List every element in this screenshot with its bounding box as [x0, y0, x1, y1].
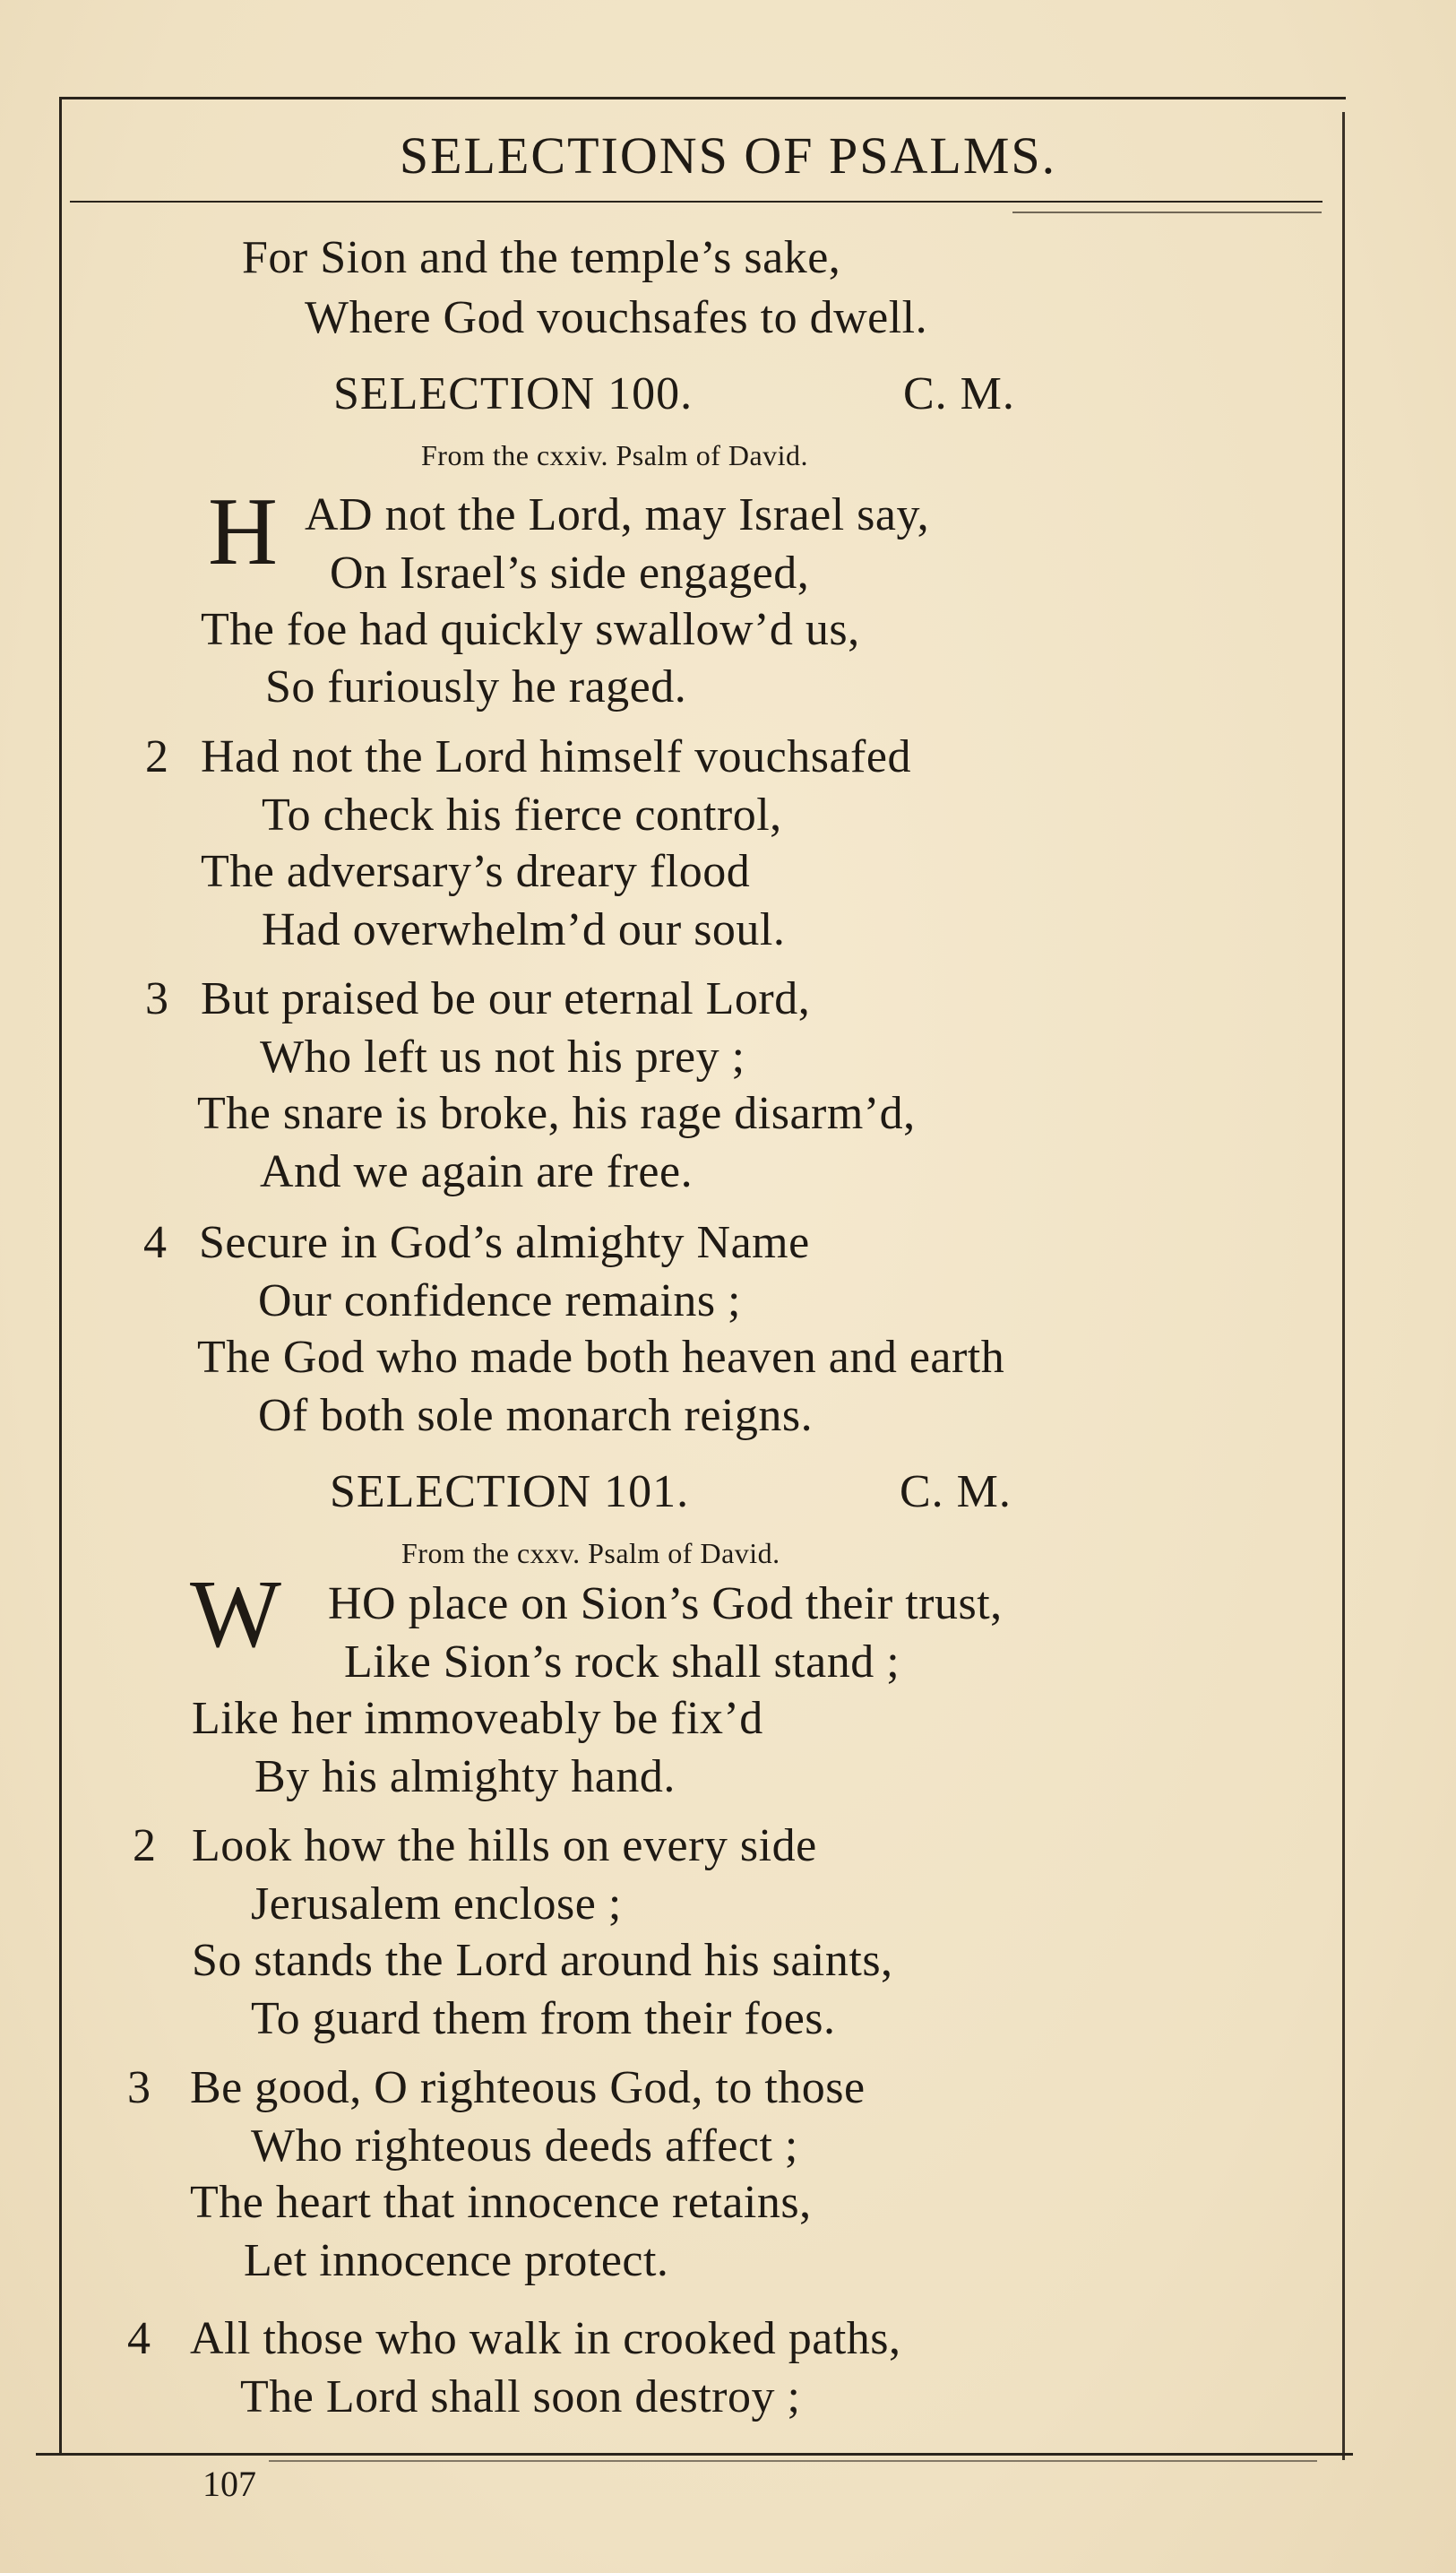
drop-cap-h: H — [208, 479, 278, 585]
header-rule-secondary — [1012, 212, 1322, 213]
s101-v2-line-4: To guard them from their foes. — [251, 1993, 836, 2044]
s101-v3-line-4: Let innocence protect. — [244, 2235, 669, 2286]
s100-v4-line-2: Our confidence remains ; — [258, 1275, 742, 1326]
s100-verse-3-number: 3 — [145, 973, 168, 1024]
s101-line-1: HO place on Sion’s God their trust, — [328, 1578, 1003, 1629]
s101-v3-line-3: The heart that innocence retains, — [190, 2177, 812, 2228]
s101-verse-3-number: 3 — [127, 2062, 151, 2113]
s101-verse-4-number: 4 — [127, 2313, 151, 2364]
page-title: SELECTIONS OF PSALMS. — [399, 126, 1057, 185]
s100-verse-4-number: 4 — [143, 1217, 167, 1268]
s100-v2-line-4: Had overwhelm’d our soul. — [262, 904, 786, 955]
s101-verse-2-number: 2 — [133, 1820, 156, 1871]
s100-line-1: AD not the Lord, may Israel say, — [305, 489, 930, 540]
opening-line-1: For Sion and the temple’s sake, — [242, 232, 841, 283]
s100-v1-line-3: The foe had quickly swallow’d us, — [201, 604, 860, 655]
frame-top-rule — [59, 97, 1346, 99]
s100-v3-line-4: And we again are free. — [260, 1146, 694, 1197]
selection-100-source: From the cxxiv. Psalm of David. — [421, 439, 809, 471]
selection-100-meter: C. M. — [903, 368, 1015, 419]
s101-v2-line-3: So stands the Lord around his saints, — [192, 1935, 893, 1986]
s101-v1-line-3: Like her immoveably be fix’d — [192, 1693, 763, 1744]
s100-v1-line-4: So furiously he raged. — [265, 661, 687, 712]
s101-v1-line-2: Like Sion’s rock shall stand ; — [344, 1636, 900, 1688]
s101-v4-line-1: All those who walk in crooked paths, — [190, 2313, 901, 2364]
bottom-rule — [36, 2453, 1353, 2456]
s100-v4-line-1: Secure in God’s almighty Name — [199, 1217, 810, 1268]
s100-v3-line-1: But praised be our eternal Lord, — [201, 973, 811, 1024]
page-number: 107 — [202, 2464, 256, 2504]
s101-v2-line-2: Jerusalem enclose ; — [251, 1878, 622, 1930]
s100-v1-line-2: On Israel’s side engaged, — [330, 548, 810, 599]
s100-v4-line-4: Of both sole monarch reigns. — [258, 1390, 814, 1441]
frame-left-rule — [59, 97, 62, 2454]
s101-v3-line-1: Be good, O righteous God, to those — [190, 2062, 866, 2113]
selection-101-source: From the cxxv. Psalm of David. — [401, 1537, 780, 1569]
s100-v3-line-2: Who left us not his prey ; — [260, 1032, 745, 1083]
s101-v1-line-4: By his almighty hand. — [254, 1751, 676, 1802]
s101-v2-line-1: Look how the hills on every side — [192, 1820, 817, 1871]
s100-verse-2-number: 2 — [145, 731, 168, 782]
header-rule — [70, 201, 1322, 203]
drop-cap-w: W — [190, 1561, 281, 1668]
s100-v2-line-2: To check his fierce control, — [262, 790, 782, 841]
s101-v4-line-2: The Lord shall soon destroy ; — [240, 2371, 801, 2422]
s100-v2-line-1: Had not the Lord himself vouchsafed — [201, 731, 911, 782]
s100-v3-line-3: The snare is broke, his rage disarm’d, — [197, 1088, 916, 1139]
s100-v4-line-3: The God who made both heaven and earth — [197, 1332, 1005, 1383]
s101-v3-line-2: Who righteous deeds affect ; — [251, 2120, 798, 2172]
selection-101-meter: C. M. — [900, 1466, 1012, 1517]
selection-101-heading: SELECTION 101. — [330, 1466, 690, 1517]
bottom-rule-secondary — [269, 2460, 1317, 2462]
selection-100-heading: SELECTION 100. — [333, 368, 694, 419]
opening-line-2: Where God vouchsafes to dwell. — [305, 292, 928, 343]
frame-right-rule — [1342, 112, 1345, 2460]
s100-v2-line-3: The adversary’s dreary flood — [201, 846, 751, 897]
